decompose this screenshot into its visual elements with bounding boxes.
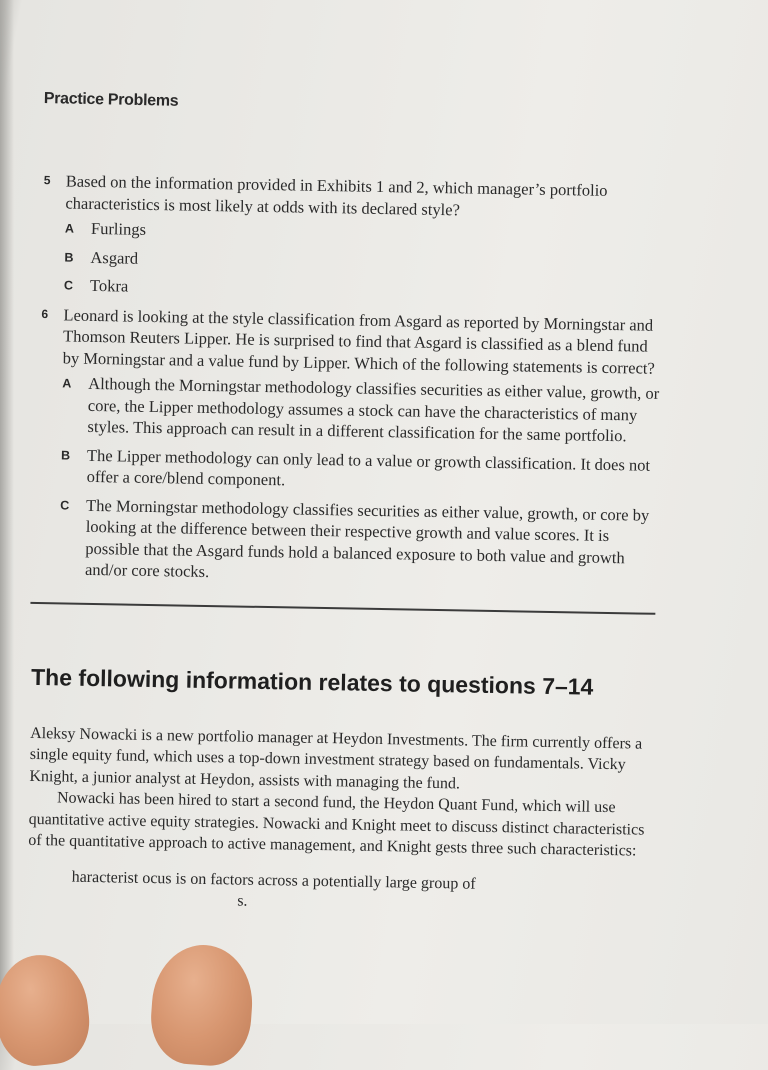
option-letter: C xyxy=(60,497,70,513)
answer-option xyxy=(61,372,661,447)
option-letter: C xyxy=(63,278,74,293)
option-text: The Morningstar methodology classifies securities as either value, growth, or core by looking at the difference between their respective growth and value scores. It is possible that the Asgard funds hold a balanced exposure to both value and growth and/or core stocks. xyxy=(84,495,650,582)
option-letter: A xyxy=(62,376,72,391)
question-5 xyxy=(38,170,665,306)
page-content xyxy=(27,170,665,918)
option-text: Although the Morningstar methodology classifies securities as either value, growth, or core, the Lipper methodology assumes a stock can have the characteristics of many styles. This approach can result in a different classification for the same portfolio. xyxy=(87,373,660,446)
option-letter: B xyxy=(60,447,71,463)
section-divider xyxy=(30,601,655,614)
option-letter: A xyxy=(64,221,75,236)
question-stem: Leonard is looking at the style classification from Asgard as reported by Morningstar and Thomson Reuters Lipper. He is surprised to find that Asgard is classified as a blend fund by Morningstar and a value fund by Lipper. Which of the following statements is correct? xyxy=(62,304,655,378)
question-number: 5 xyxy=(43,173,51,188)
answer-option xyxy=(60,444,660,497)
list-line-2: s. xyxy=(237,892,248,910)
intro-paragraph-2 xyxy=(28,787,654,862)
option-text: Furlings xyxy=(90,218,147,239)
section-heading: The following information relates to questions 7–14 xyxy=(30,663,594,700)
answer-options xyxy=(59,372,662,590)
intro-paragraph-1: Aleksy Nowacki is a new portfolio manager at Heydon Investments. The firm currently offers a single equity fund, which uses a top-down investment strategy based on fundamentals. Vicky Knight, a junior analyst at Heydon, assists with managing the fund. xyxy=(29,724,643,792)
answer-option xyxy=(64,274,663,306)
answer-option xyxy=(59,494,659,590)
option-text: Asgard xyxy=(90,247,139,268)
option-letter: B xyxy=(64,249,74,265)
intro-paragraph-2-partial: gests three such characteristics: xyxy=(435,839,637,860)
page-gutter-shadow xyxy=(0,0,14,1024)
right-finger-image xyxy=(148,942,256,1069)
answer-options xyxy=(64,217,664,306)
case-intro xyxy=(28,722,655,862)
list-line-1: haracterist ocus is on factors across a potentially large group of xyxy=(71,868,476,893)
option-text: The Lipper methodology can only lead to a value or growth classification. It does not offer a core/blend component. xyxy=(86,445,651,490)
option-text: Tokra xyxy=(89,275,129,296)
answer-option xyxy=(64,246,663,278)
question-stem: Based on the information provided in Exhibits 1 and 2, which manager’s portfolio characteristics is most likely at odds with its declared style? xyxy=(65,171,608,219)
characteristic-list-partial xyxy=(27,865,653,918)
intro-paragraph-2-text: Nowacki has been hired to start a second fund, the Heydon Quant Fund, which will use quantitative active equity strategies. Nowacki and Knight meet to discuss distinct characteristics of the quantitative approach to active management, and Knight xyxy=(28,789,645,856)
left-finger-image xyxy=(0,950,93,1069)
running-head: Practice Problems xyxy=(43,90,179,110)
question-number: 6 xyxy=(41,306,49,321)
question-6 xyxy=(33,303,663,590)
